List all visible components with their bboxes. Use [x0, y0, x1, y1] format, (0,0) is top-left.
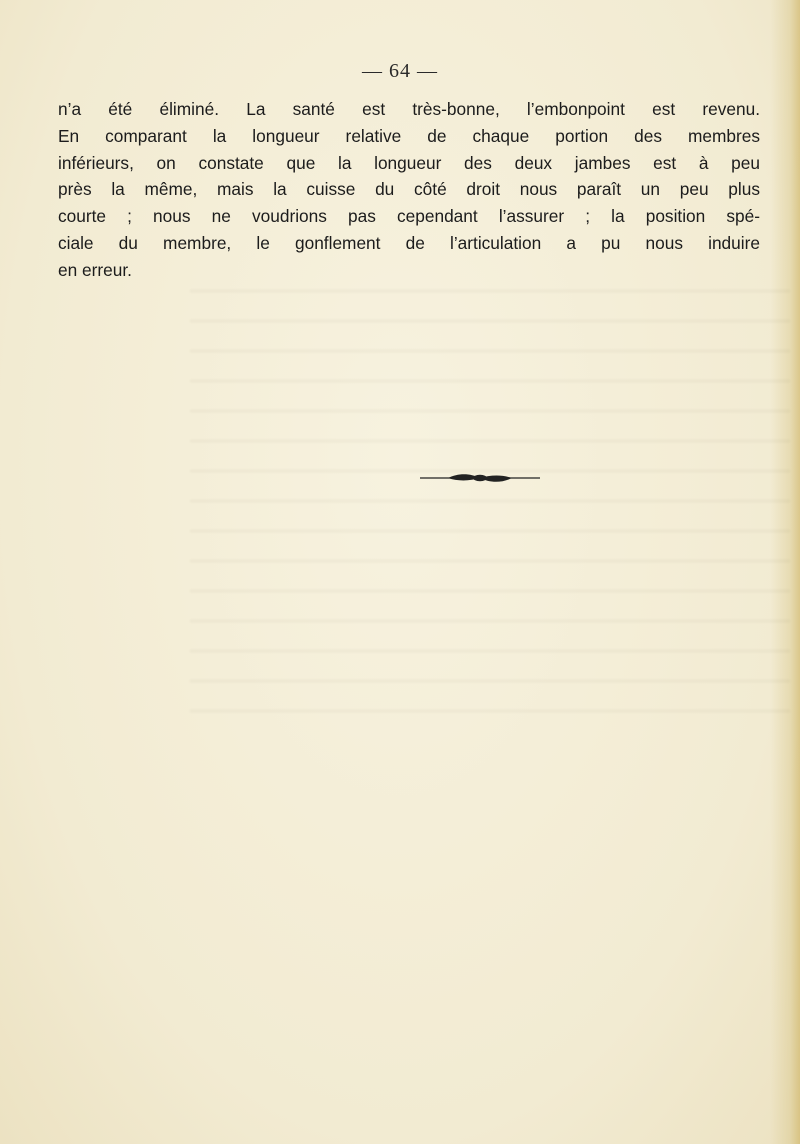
text-line: n’a été éliminé. La santé est très-bonne, l’embonpoint est revenu.: [58, 99, 760, 119]
text-line: ciale du membre, le gonflement de l’articulation a pu nous induire: [58, 232, 760, 253]
show-through-texture: [190, 290, 790, 740]
text-line: en erreur.: [58, 259, 132, 280]
body-paragraph: [58, 96, 760, 284]
text-line: inférieurs, on constate que la longueur des deux jambes est à peu: [58, 152, 760, 173]
text-line: courte ; nous ne voudrions pas cependant l’assurer ; la position spé-: [58, 206, 760, 227]
text-line: En comparant la longueur relative de chaque portion des membres: [58, 125, 760, 146]
end-of-section-rule-icon: [418, 470, 542, 486]
text-line: près la même, mais la cuisse du côté droit nous paraît un peu plus: [58, 179, 760, 200]
page-number: — 64 —: [362, 60, 438, 82]
